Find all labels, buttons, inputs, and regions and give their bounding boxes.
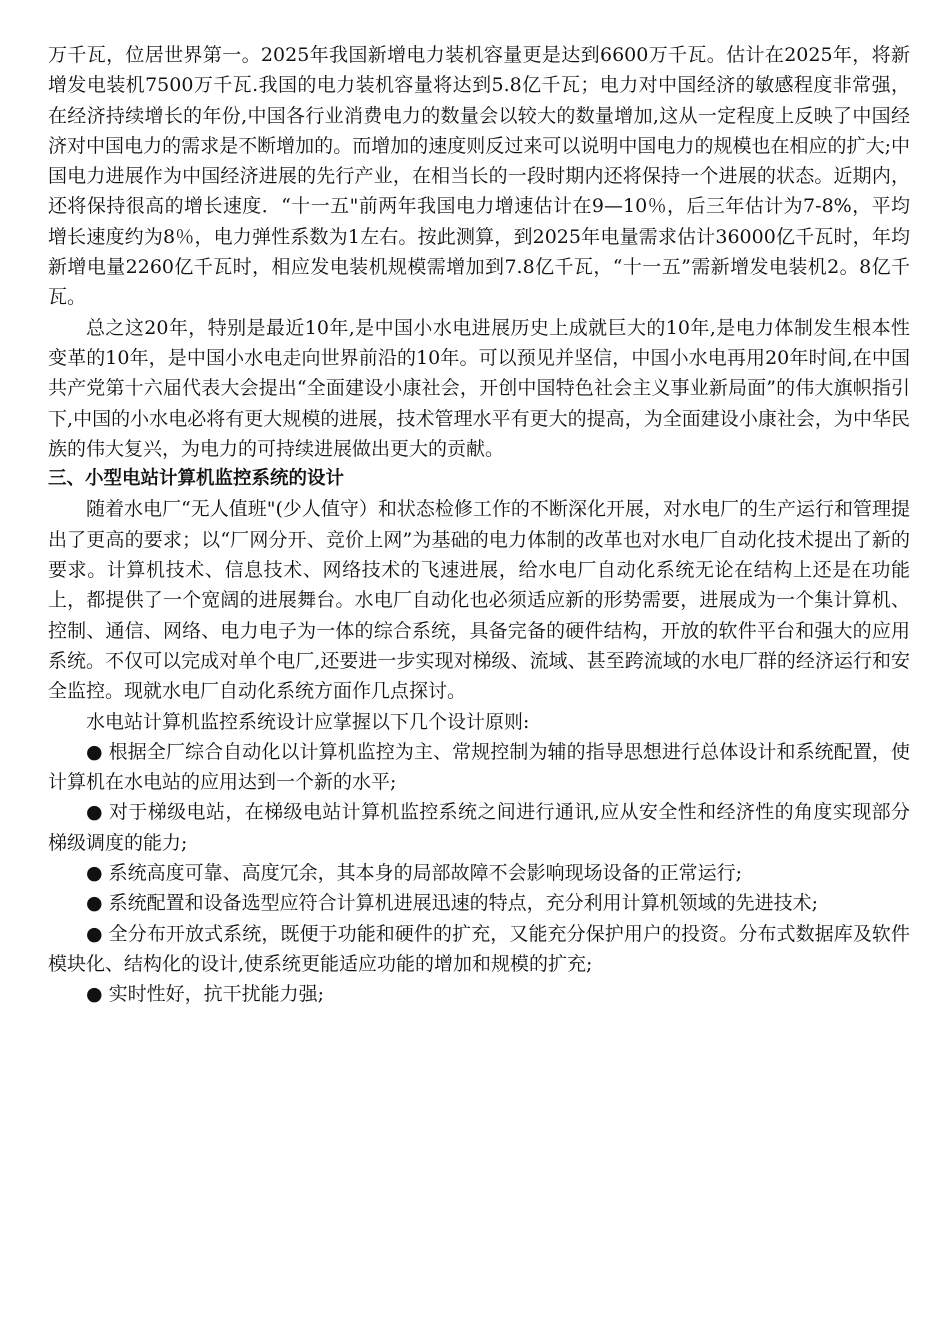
list-item [48, 919, 910, 980]
paragraph-power-capacity: 万千瓦，位居世界第一。2025年我国新增电力装机容量更是达到6600万千瓦。估计在2025年，将新增发电装机7500万千瓦.我国的电力装机容量将达到5.8亿千瓦；电力对中国经济的敏感程度非常强，在经济持续增长的年份,中国各行业消费电力的数量会以较大的数量增加,这从一定程度上反映了中国经济对中国电力的需求是不断增加的。而增加的速度则反过来可以说明中国电力的规模也在相应的扩大;中国电力进展作为中国经济进展的先行产业，在相当长的一段时期内还将保持一个进展的状态。近期内，还将保持很高的增长速度．“十一五"前两年我国电力增速估计在9—10％，后三年估计为7-8%，平均增长速度约为8％，电力弹性系数为1左右。按此测算，到2025年电量需求估计36000亿千瓦时，年均新增电量2260亿千瓦时，相应发电装机规模需增加到7.8亿千瓦，“十一五”需新增发电装机2。8亿千瓦。 [48, 44, 910, 309]
list-item [48, 797, 910, 858]
list-item-text: 系统配置和设备选型应符合计算机进展迅速的特点，充分利用计算机领域的先进技术; [108, 892, 818, 915]
paragraph-automation: 随着水电厂“无人值班"(少人值守）和状态检修工作的不断深化开展，对水电厂的生产运行和管理提出了更高的要求；以“厂网分开、竞价上网”为基础的电力体制的改革也对水电厂自动化技术提出了新的要求。计算机技术、信息技术、网络技术的飞速进展，给水电厂自动化系统无论在结构上还是在功能上，都提供了一个宽阔的进展舞台。水电厂自动化也必须适应新的形势需要，进展成为一个集计算机、控制、通信、网络、电力电子为一体的综合系统，具备完备的硬件结构，开放的软件平台和强大的应用系统。不仅可以完成对单个电厂,还要进一步实现对梯级、流域、甚至跨流域的水电厂群的经济运行和安全监控。现就水电厂自动化系统方面作几点探讨。 [48, 498, 910, 703]
bullet-icon: ● [86, 862, 103, 885]
bullet-icon: ● [86, 740, 103, 763]
list-item-text: 实时性好，抗干扰能力强; [108, 983, 324, 1006]
list-item-text: 根据全厂综合自动化以计算机监控为主、常规控制为辅的指导思想进行总体设计和系统配置，使计算机在水电站的应用达到一个新的水平; [48, 740, 910, 794]
list-item-text: 对于梯级电站，在梯级电站计算机监控系统之间进行通讯,应从安全性和经济性的角度实现部分梯级调度的能力; [48, 801, 910, 854]
bullet-icon: ● [86, 801, 103, 824]
section-heading: 三、小型电站计算机监控系统的设计 [48, 468, 345, 490]
list-item [48, 737, 910, 798]
bullet-icon: ● [86, 983, 103, 1006]
bullet-icon: ● [86, 922, 103, 945]
list-item-text: 全分布开放式系统，既便于功能和硬件的扩充，又能充分保护用户的投资。分布式数据库及软件模块化、结构化的设计,使系统更能适应功能的增加和规模的扩充; [48, 922, 910, 975]
list-item [48, 858, 910, 888]
document-page [48, 40, 910, 1010]
list-item-text: 系统高度可靠、高度冗余，其本身的局部故障不会影响现场设备的正常运行; [108, 862, 742, 885]
paragraph-principles-intro: 水电站计算机监控系统设计应掌握以下几个设计原则: [86, 710, 530, 733]
bullet-icon: ● [86, 892, 103, 915]
list-item [48, 888, 910, 918]
list-item [48, 979, 910, 1009]
paragraph-summary: 总之这20年，特别是最近10年,是中国小水电进展历史上成就巨大的10年,是电力体制发生根本性变革的10年，是中国小水电走向世界前沿的10年。可以预见并坚信，中国小水电再用20年时间,在中国共产党第十六届代表大会提出“全面建设小康社会，开创中国特色社会主义事业新局面”的伟大旗帜指引下,中国的小水电必将有更大规模的进展，技术管理水平有更大的提高，为全面建设小康社会，为中华民族的伟大复兴，为电力的可持续进展做出更大的贡献。 [48, 316, 910, 460]
